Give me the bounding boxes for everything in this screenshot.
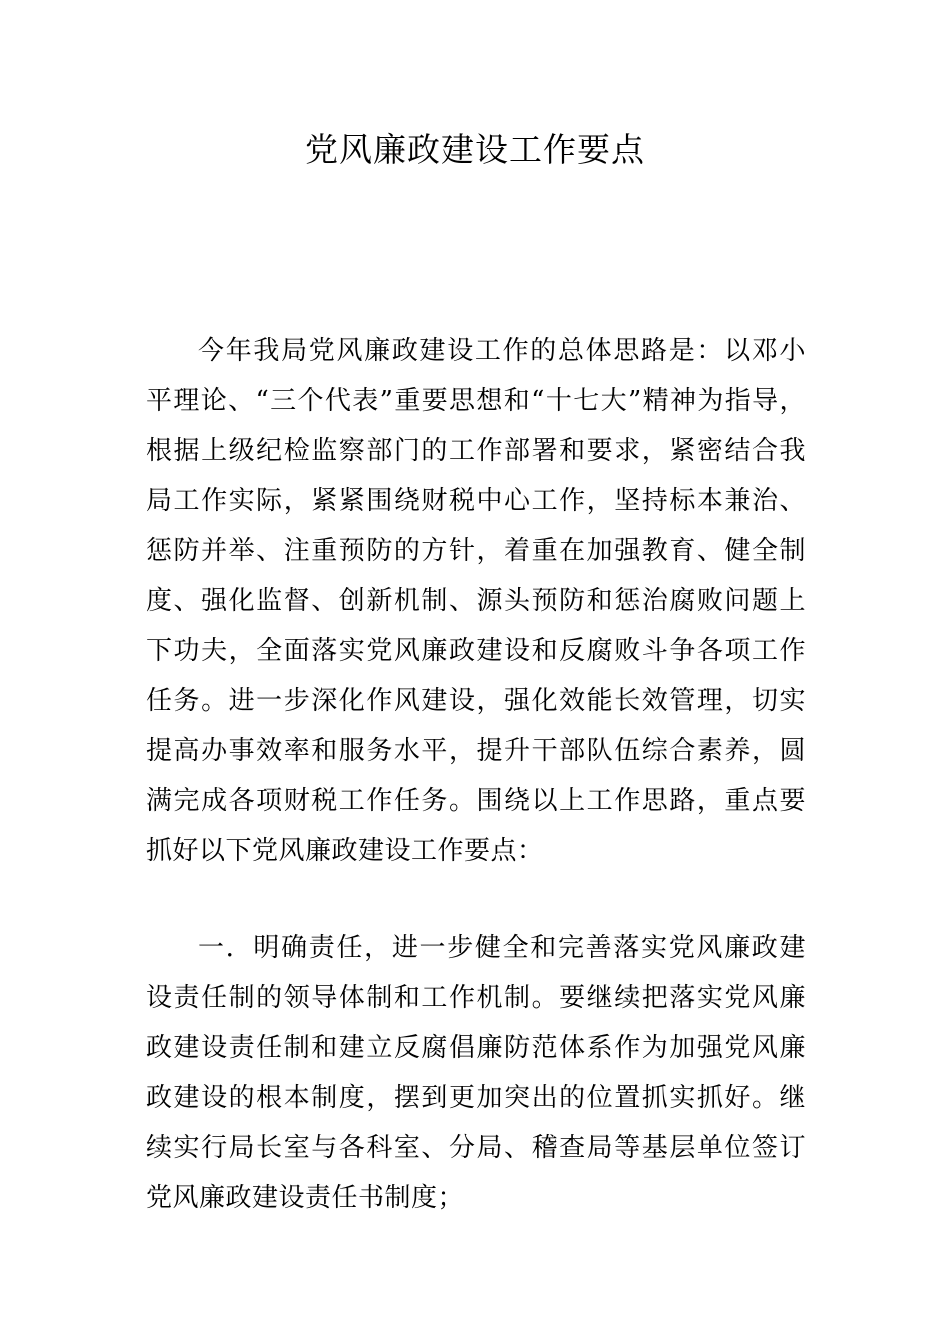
section-one-paragraph: 一．明确责任，进一步健全和完善落实党风廉政建设责任制的领导体制和工作机制。要继续把落实党风廉政建设责任制和建立反腐倡廉防范体系作为加强党风廉政建设的根本制度，摆到更加突出的位置抓实抓好。继续实行局长室与各科室、分局、稽查局等基层单位签订党风廉政建设责任书制度； bbox=[146, 933, 806, 1213]
document-title: 党风廉政建设工作要点 bbox=[305, 130, 645, 169]
intro-paragraph: 今年我局党风廉政建设工作的总体思路是：以邓小平理论、“三个代表”重要思想和“十七大”精神为指导，根据上级纪检监察部门的工作部署和要求，紧密结合我局工作实际，紧紧围绕财税中心工作，坚持标本兼治、惩防并举、注重预防的方针，着重在加强教育、健全制度、强化监督、创新机制、源头预防和惩治腐败问题上下功夫，全面落实党风廉政建设和反腐败斗争各项工作任务。进一步深化作风建设，强化效能长效管理，切实提高办事效率和服务水平，提升干部队伍综合素养，圆满完成各项财税工作任务。围绕以上工作思路，重点要抓好以下党风廉政建设工作要点： bbox=[146, 336, 806, 866]
